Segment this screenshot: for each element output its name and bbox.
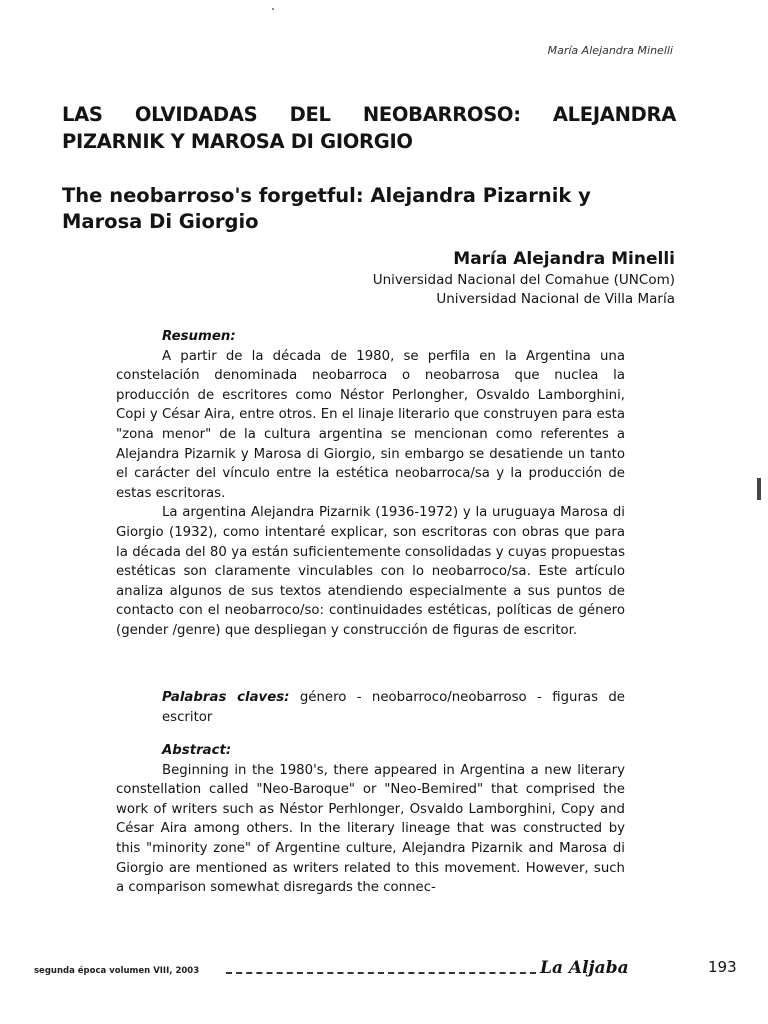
footer-issue: segunda época volumen VIII, 2003 xyxy=(34,966,200,976)
affiliation: Universidad Nacional de Villa María xyxy=(436,291,675,307)
resumen-paragraph: A partir de la década de 1980, se perfila en la Argentina una constelación denominada neobarroca o neobarrosa que nuclea la producción de escritores como Néstor Perlongher, Osvaldo Lamborghini, Copi y César Aira, entre otros. En el linaje literario que construyen para esta "zona menor" de la cultura argentina se mencionan como referentes a Alejandra Pizarnik y Marosa di Giorgio, sin embargo se desatiende un tanto el carácter del vínculo entre la estética neobarroca/sa y la producción de estas escritoras. xyxy=(116,348,625,501)
page-number: 193 xyxy=(708,958,737,976)
affiliation: Universidad Nacional del Comahue (UNCom) xyxy=(372,272,675,288)
keywords-text: género - neobarroco/neobarroso - figuras de escritor xyxy=(162,690,625,725)
keywords-section xyxy=(116,688,625,727)
abstract-heading: Abstract: xyxy=(162,743,232,758)
running-head: María Alejandra Minelli xyxy=(547,44,673,57)
title-word: DEL xyxy=(289,103,331,126)
keywords-label: Palabras claves: xyxy=(162,690,290,705)
title-word: OLVIDADAS xyxy=(134,103,258,126)
title-word: NEOBARROSO: xyxy=(362,103,521,126)
title-line-1 xyxy=(62,101,676,128)
title-line-2: PIZARNIK Y MAROSA DI GIORGIO xyxy=(62,130,413,153)
abstract-section xyxy=(116,741,625,898)
scan-edge-mark xyxy=(757,478,761,500)
resumen-heading: Resumen: xyxy=(162,329,236,344)
author-name: María Alejandra Minelli xyxy=(453,249,675,269)
resumen-section xyxy=(116,327,625,641)
footer-dashed-rule xyxy=(226,972,536,974)
abstract-paragraph: Beginning in the 1980's, there appeared in Argentina a new literary constellation called "Neo-Baroque" or "Neo-Bemired" that comprised the work of writers such as Néstor Perhlonger, Osvaldo Lamborghini, Copy and César Aira among others. In the literary lineage that was constructed by this "minority zone" of Argentine culture, Alejandra Pizarnik and Marosa di Giorgio are mentioned as writers related to this movement. However, such a comparison somewhat disregards the connec- xyxy=(116,762,625,896)
title-word: ALEJANDRA xyxy=(552,103,676,126)
resumen-paragraph: La argentina Alejandra Pizarnik (1936-1972) y la uruguaya Marosa di Giorgio (1932), como intentaré explicar, son escritoras con obras que para la década del 80 ya están suficientemente consolidadas y cuyas propuestas estéticas son claramente vinculables con lo neobarroco/sa. Este artículo analiza algunos de sus textos atendiendo especialmente a sus puntos de contacto con el neobarroco/so: continuidades estéticas, políticas de género (gender /genre) que despliegan y construcción de figuras de escritor. xyxy=(116,505,625,638)
article-subtitle: The neobarroso's forgetful: Alejandra Pizarnik y Marosa Di Giorgio xyxy=(62,184,591,233)
title-word: LAS xyxy=(62,103,103,126)
scan-speck xyxy=(272,8,274,10)
journal-logo: La Aljaba xyxy=(540,958,629,978)
keywords-paragraph xyxy=(116,688,625,727)
author-block xyxy=(373,247,675,309)
article-title xyxy=(62,101,676,155)
